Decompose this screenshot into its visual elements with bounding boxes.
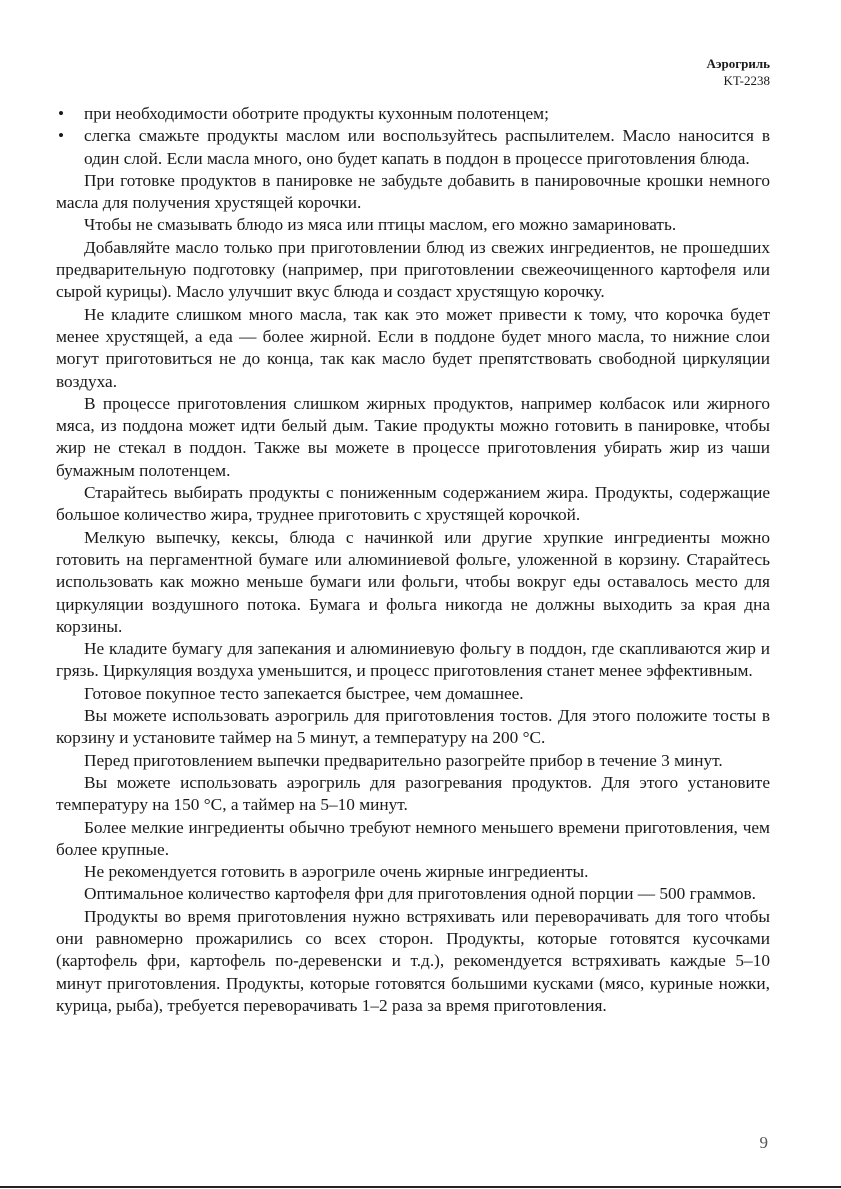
paragraph: Чтобы не смазывать блюдо из мяса или птицы маслом, его можно замариновать. — [84, 215, 677, 235]
paragraph: Старайтесь выбирать продукты с пониженным содержанием жира. Продукты, содержащие большое количество жира, труднее приготовить с хрустящей корочкой. — [56, 483, 770, 525]
paragraph: При готовке продуктов в панировке не забудьте добавить в панировочные крошки немного масла для получения хрустящей корочки. — [56, 170, 770, 213]
list-item — [56, 103, 770, 125]
paragraph: Более мелкие ингредиенты обычно требуют немного меньшего времени приготовления, чем более крупные. — [56, 817, 770, 859]
paragraph: Оптимальное количество картофеля фри для приготовления одной порции — 500 граммов. — [84, 884, 757, 904]
paragraph: Вы можете использовать аэрогриль для разогревания продуктов. Для этого установите температуру на 150 °С, а таймер на 5–10 минут. — [56, 772, 770, 815]
list-item — [56, 125, 770, 170]
paragraph: Мелкую выпечку, кексы, блюда с начинкой или другие хрупкие ингредиенты можно готовить на пергаментной бумаге или алюминиевой фольге, уложенной в корзину. Старайтесь использовать как можно меньше бумаги или фольги, чтобы вокруг еды оставалось место для циркуляции воздушного потока. Бумага и фольга никогда не должны выходить за края дна корзины. — [56, 527, 770, 636]
paragraph: Продукты во время приготовления нужно встряхивать или переворачивать для того чтобы они равномерно прожарились со всех сторон. Продукты, которые готовятся кусочками (картофель фри, картофель по-деревенски и т.д.), рекомендуется встряхивать каждые 5–10 минут приготовления. Продукты, которые готовятся большими кусками (мясо, куриные ножки, курица, рыба), требуется переворачивать 1–2 раза за время приготовления. — [56, 906, 770, 1015]
bullet-icon: • — [58, 104, 65, 123]
paragraph: Перед приготовлением выпечки предварительно разогрейте прибор в течение 3 минут. — [84, 750, 723, 770]
paragraph: Добавляйте масло только при приготовлении блюд из свежих ингредиентов, не прошедших предварительную подготовку (например, при приготовлении свежеочищенного картофеля или сырой курицы). Масло улучшит вкус блюда и создаст хрустящую корочку. — [56, 237, 770, 302]
bottom-divider — [0, 1186, 841, 1188]
header-model: KT-2238 — [723, 73, 770, 88]
paragraph: Не рекомендуется готовить в аэрогриле очень жирные ингредиенты. — [84, 862, 589, 882]
paragraph: Не кладите бумагу для запекания и алюминиевую фольгу в поддон, где скапливаются жир и грязь. Циркуляция воздуха уменьшится, и процесс приготовления станет менее эффективным. — [56, 639, 770, 681]
list-item-text: при необходимости оботрите продукты кухонным полотенцем; — [84, 104, 549, 123]
paragraph: В процессе приготовления слишком жирных продуктов, например колбасок или жирного мяса, из поддона может идти белый дым. Такие продукты можно готовить в панировке, чтобы жир не стекал в поддон. Также вы можете в процессе приготовления убирать жир из чаши бумажным полотенцем. — [56, 393, 770, 480]
document-body — [56, 103, 770, 1017]
paragraph: Готовое покупное тесто запекается быстрее, чем домашнее. — [84, 683, 524, 703]
page-header — [706, 55, 770, 89]
header-brand: Аэрогриль — [706, 56, 770, 71]
bullet-icon: • — [58, 126, 65, 146]
page-number: 9 — [759, 1133, 768, 1152]
paragraph: Вы можете использовать аэрогриль для приготовления тостов. Для этого положите тосты в корзину и установите таймер на 5 минут, а температуру на 200 °С. — [56, 706, 770, 748]
bullet-list — [56, 103, 770, 170]
paragraph: Не кладите слишком много масла, так как это может привести к тому, что корочка будет менее хрустящей, а еда — более жирной. Если в поддоне будет много масла, то нижние слои могут приготовиться не до конца, так как масло будет препятствовать свободной циркуляции воздуха. — [56, 304, 770, 391]
list-item-text: слегка смажьте продукты маслом или воспользуйтесь распылителем. Масло наносится в один слой. Если масла много, оно будет капать в поддон в процессе приготовления блюда. — [84, 126, 770, 168]
